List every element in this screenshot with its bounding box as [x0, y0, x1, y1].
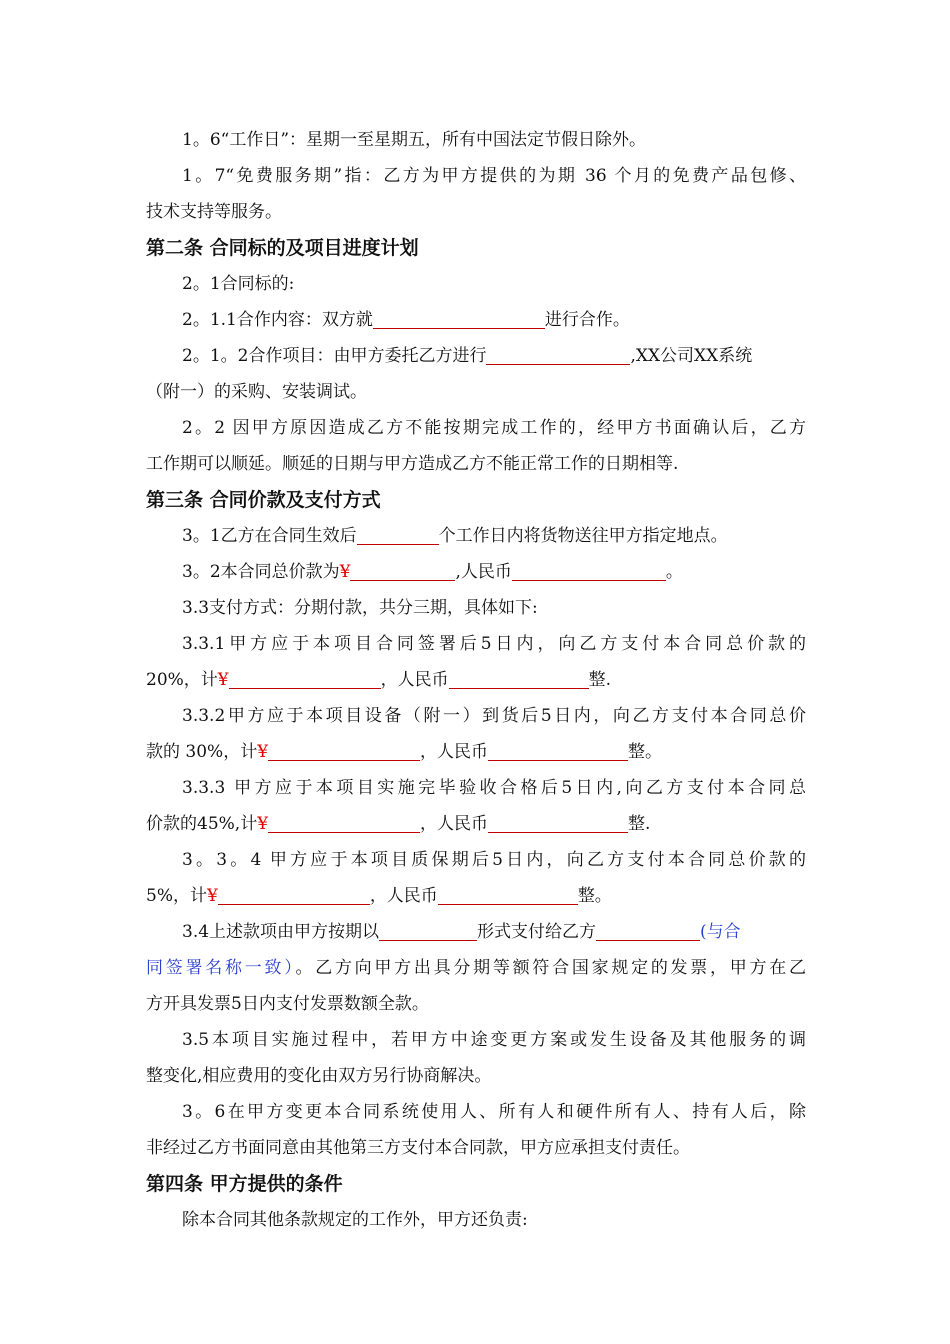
clause-1-6 — [146, 122, 806, 158]
clause-text: 20%，计 — [146, 670, 218, 690]
clause-text: 整. — [628, 814, 651, 834]
clause-text: 个工作日内将货物送往甲方指定地点。 — [438, 526, 728, 546]
clause-text: 款的 30%，计 — [146, 742, 258, 762]
clause-text: 价款的45%,计 — [146, 814, 258, 834]
payment-2-amount-blank[interactable] — [268, 740, 420, 761]
clause-3-3-1 — [146, 626, 806, 662]
clause-text: 1。7“免费服务期”指：乙方为甲方提供的为期 36 个月的免费产品包修、 — [182, 166, 806, 186]
clause-text: 整. — [588, 670, 612, 690]
yen-symbol: ¥ — [217, 670, 229, 690]
clause-text: 2。1.1合作内容：双方就 — [182, 310, 373, 330]
clause-4-intro — [146, 1202, 806, 1238]
clause-text: 整。 — [577, 886, 612, 906]
clause-text: ,XX公司XX系统 — [630, 346, 753, 366]
clause-text: 进行合作。 — [544, 310, 630, 330]
clause-3-4-cont — [146, 950, 806, 986]
clause-text: ,人民币 — [455, 562, 512, 582]
clause-1-7 — [146, 158, 806, 194]
clause-text: ，人民币 — [380, 670, 449, 690]
article-3-heading: 第三条 合同价款及支付方式 — [146, 489, 381, 511]
payment-form-blank[interactable] — [379, 920, 477, 941]
clause-text: 1。6“工作日”：星期一至星期五，所有中国法定节假日除外。 — [182, 130, 647, 150]
clause-text: 3.3支付方式：分期付款，共分三期，具体如下: — [182, 598, 538, 618]
clause-3-3 — [146, 590, 806, 626]
clause-text: 。乙方向甲方出具分期等额符合国家规定的发票，甲方在乙 — [295, 958, 807, 978]
article-4-heading: 第四条 甲方提供的条件 — [146, 1173, 343, 1195]
clause-text: 3.3.1甲方应于本项目合同签署后5日内，向乙方支付本合同总价款的 — [182, 634, 806, 654]
clause-text: 。 — [665, 562, 683, 582]
clause-3-3-3 — [146, 770, 806, 806]
note-text: (与合 — [700, 922, 741, 942]
article-2-heading: 第二条 合同标的及项目进度计划 — [146, 237, 419, 259]
clause-2-1-1 — [146, 302, 806, 338]
clause-3-5-cont — [146, 1058, 806, 1094]
clause-2-2 — [146, 410, 806, 446]
payment-1-rmb-blank[interactable] — [449, 668, 589, 689]
clause-text: 5%，计 — [146, 886, 207, 906]
clause-3-4-cont2 — [146, 986, 806, 1022]
clause-1-7-cont — [146, 194, 806, 230]
clause-text: 技术支持等服务。 — [146, 202, 282, 222]
clause-2-2-cont — [146, 446, 806, 482]
payment-1-amount-blank[interactable] — [229, 668, 381, 689]
payment-3-amount-blank[interactable] — [268, 812, 420, 833]
clause-text: 2。1。2合作项目：由甲方委托乙方进行 — [182, 346, 487, 366]
clause-text: 3。3。4 甲方应于本项目质保期后5日内，向乙方支付本合同总价款的 — [182, 850, 806, 870]
cooperation-project-blank[interactable] — [486, 344, 630, 365]
clause-text: 整变化,相应费用的变化由双方另行协商解决。 — [146, 1066, 492, 1086]
yen-symbol: ¥ — [257, 742, 269, 762]
clause-3-4 — [146, 914, 806, 950]
clause-text: 方开具发票5日内支付发票数额全款。 — [146, 994, 429, 1014]
clause-2-1-2 — [146, 338, 806, 374]
clause-text: 除本合同其他条款规定的工作外，甲方还负责: — [182, 1210, 528, 1230]
working-days-blank[interactable] — [357, 524, 439, 545]
clause-3-2 — [146, 554, 806, 590]
clause-3-6-cont — [146, 1130, 806, 1166]
contract-body — [146, 122, 806, 1238]
yen-symbol: ¥ — [206, 886, 218, 906]
clause-3-5 — [146, 1022, 806, 1058]
payment-4-amount-blank[interactable] — [218, 884, 370, 905]
total-price-blank[interactable] — [350, 560, 455, 581]
cooperation-content-blank[interactable] — [373, 308, 545, 329]
clause-text: 2。1合同标的: — [182, 274, 295, 294]
payment-2-rmb-blank[interactable] — [488, 740, 628, 761]
clause-text: ，人民币 — [420, 814, 489, 834]
clause-text: 非经过乙方书面同意由其他第三方支付本合同款，甲方应承担支付责任。 — [146, 1138, 690, 1158]
clause-2-1 — [146, 266, 806, 302]
clause-3-3-2-cont — [146, 734, 806, 770]
clause-3-3-4 — [146, 842, 806, 878]
clause-3-3-2 — [146, 698, 806, 734]
clause-text: 整。 — [628, 742, 663, 762]
clause-text: 3.3.3 甲方应于本项目实施完毕验收合格后5日内,向乙方支付本合同总 — [182, 778, 806, 798]
clause-3-3-4-cont — [146, 878, 806, 914]
clause-3-3-3-cont — [146, 806, 806, 842]
clause-3-3-1-cont — [146, 662, 806, 698]
clause-text: ，人民币 — [420, 742, 489, 762]
clause-text: 3。6在甲方变更本合同系统使用人、所有人和硬件所有人、持有人后，除 — [182, 1102, 806, 1122]
clause-2-1-2-cont — [146, 374, 806, 410]
clause-text: （附一）的采购、安装调试。 — [146, 382, 367, 402]
clause-3-1 — [146, 518, 806, 554]
clause-text: 3.3.2甲方应于本项目设备（附一）到货后5日内，向乙方支付本合同总价 — [182, 706, 806, 726]
payment-4-rmb-blank[interactable] — [438, 884, 578, 905]
clause-text: 3。2本合同总价款为 — [182, 562, 340, 582]
note-text: 同签署名称一致） — [146, 958, 296, 978]
clause-text: 2。2 因甲方原因造成乙方不能按期完成工作的，经甲方书面确认后，乙方 — [182, 418, 806, 438]
clause-text: 形式支付给乙方 — [477, 922, 597, 942]
clause-text: 工作期可以顺延。顺延的日期与甲方造成乙方不能正常工作的日期相等. — [146, 454, 679, 474]
total-price-rmb-blank[interactable] — [512, 560, 666, 581]
clause-text: ，人民币 — [369, 886, 438, 906]
clause-3-6 — [146, 1094, 806, 1130]
payee-blank[interactable] — [596, 920, 700, 941]
yen-symbol: ¥ — [339, 562, 351, 582]
clause-text: 3.5本项目实施过程中，若甲方中途变更方案或发生设备及其他服务的调 — [182, 1030, 806, 1050]
payment-3-rmb-blank[interactable] — [488, 812, 628, 833]
clause-text: 3.4上述款项由甲方按期以 — [182, 922, 380, 942]
yen-symbol: ¥ — [257, 814, 269, 834]
clause-text: 3。1乙方在合同生效后 — [182, 526, 357, 546]
